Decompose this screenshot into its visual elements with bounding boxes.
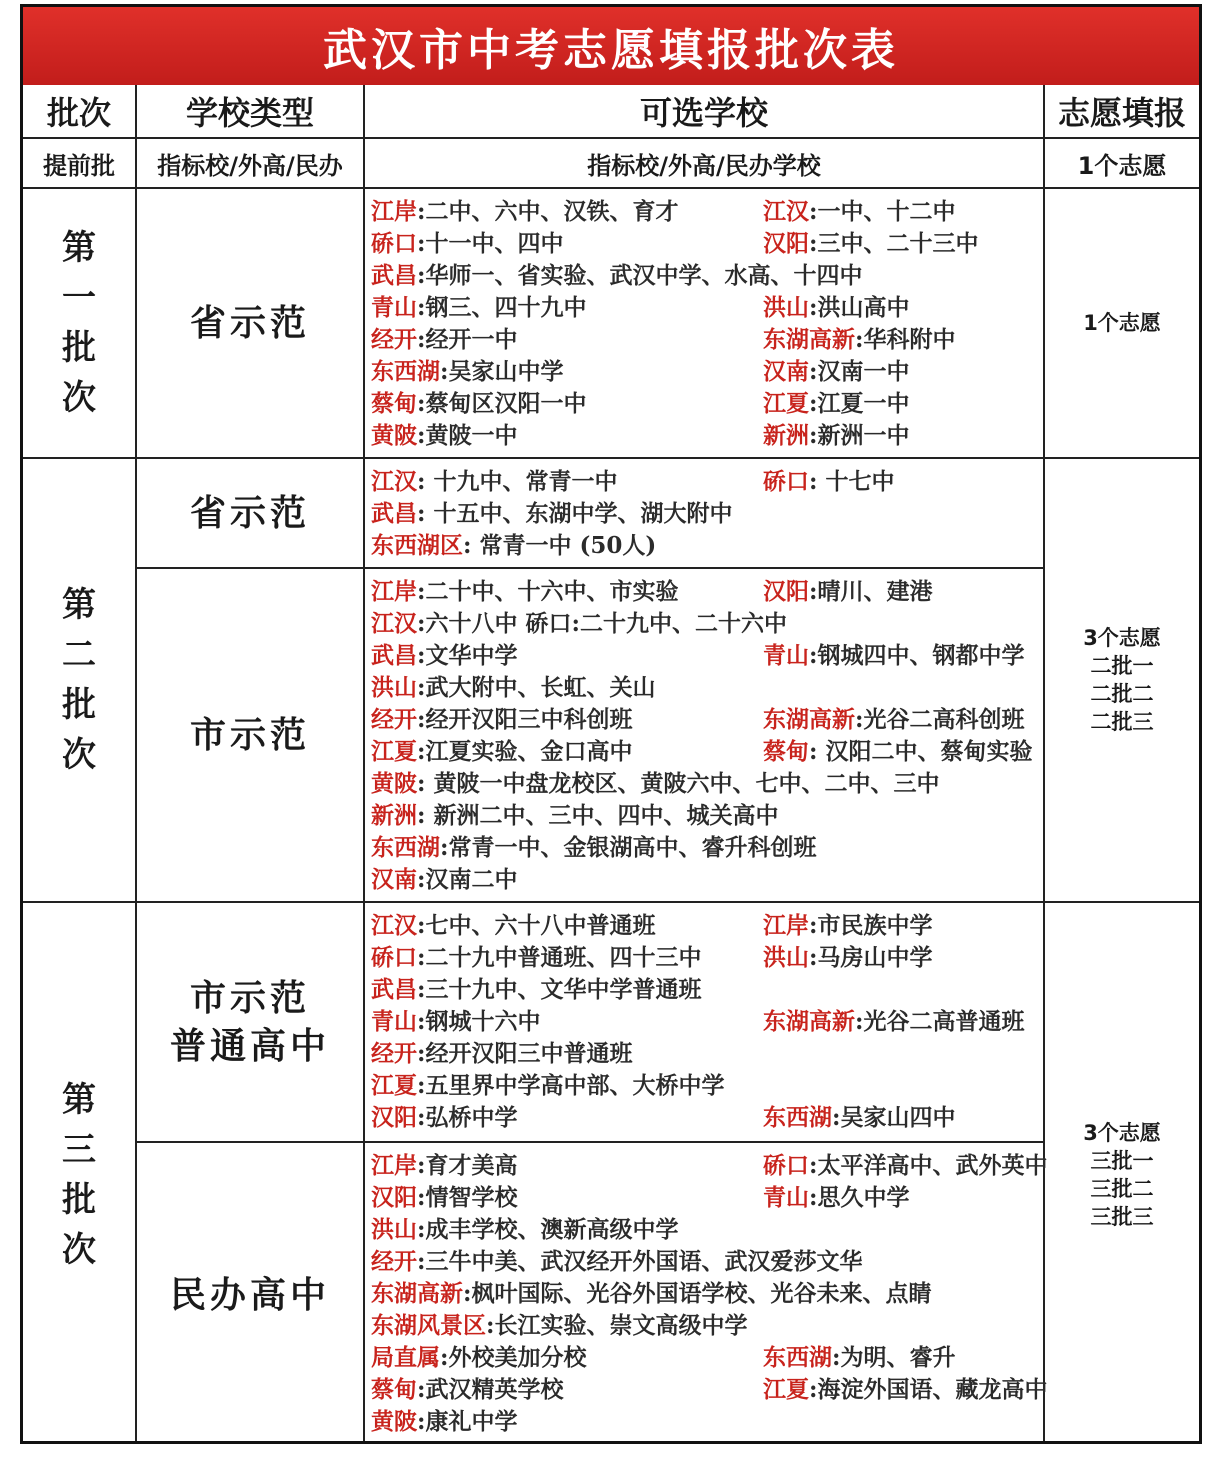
table-title: 武汉市中考志愿填报批次表 xyxy=(23,7,1199,85)
school-line xyxy=(371,385,1043,417)
early-type: 指标校/外高/民办 xyxy=(137,139,365,189)
batch2-municipal-schools xyxy=(365,569,1045,903)
district-entry xyxy=(371,829,817,862)
district-entry xyxy=(763,193,956,226)
district-entry xyxy=(371,1211,679,1244)
district-entry xyxy=(371,1099,518,1132)
school-line xyxy=(371,939,1043,971)
district-name: 硚口 xyxy=(371,230,417,257)
district-entry xyxy=(371,1035,633,1068)
school-names: :钢三、四十九中 xyxy=(417,294,587,321)
school-line xyxy=(371,765,1043,797)
school-names: :江夏实验、金口高中 xyxy=(417,738,633,765)
district-entry xyxy=(763,701,1025,734)
school-names: :二中、六中、汉铁、育才 xyxy=(417,198,679,225)
district-entry xyxy=(371,1339,587,1372)
district-name: 江夏 xyxy=(763,390,809,417)
district-name: 东西湖区 xyxy=(371,532,463,559)
school-names: :常青一中、金银湖高中、睿升科创班 xyxy=(440,834,817,861)
school-names: :成丰学校、澳新高级中学 xyxy=(417,1216,679,1243)
district-entry xyxy=(763,1099,956,1132)
district-entry xyxy=(371,637,518,670)
district-entry xyxy=(371,797,779,830)
school-line xyxy=(371,1307,1043,1339)
district-name: 东西湖 xyxy=(371,834,440,861)
school-names: :马房山中学 xyxy=(809,944,933,971)
batch2-provincial-schools xyxy=(365,459,1045,569)
district-name: 江岸 xyxy=(763,912,809,939)
district-name: 蔡甸 xyxy=(763,738,809,765)
district-name: 蔡甸 xyxy=(371,390,417,417)
school-names: :五里界中学高中部、大桥中学 xyxy=(417,1072,725,1099)
district-entry xyxy=(371,907,656,940)
district-entry xyxy=(371,321,518,354)
school-names: :海淀外国语、藏龙高中 xyxy=(809,1376,1048,1403)
school-names: :二十中、十六中、市实验 xyxy=(417,578,679,605)
district-entry xyxy=(763,733,1033,766)
school-names: :三十九中、文华中学普通班 xyxy=(417,976,702,1003)
school-names: :枫叶国际、光谷外国语学校、光谷未来、点睛 xyxy=(463,1280,932,1307)
district-entry xyxy=(371,193,679,226)
batch3-label: 第 三 批 次 xyxy=(23,903,137,1444)
district-name: 经开 xyxy=(371,326,417,353)
school-names: :七中、六十八中普通班 xyxy=(417,912,656,939)
school-line xyxy=(371,1035,1043,1067)
district-name: 江岸 xyxy=(371,198,417,225)
district-entry xyxy=(371,1067,725,1100)
header-schools: 可选学校 xyxy=(365,85,1045,139)
district-entry xyxy=(763,321,956,354)
school-line xyxy=(371,463,1043,495)
school-names: :吴家山四中 xyxy=(832,1104,956,1131)
school-names: :汉南一中 xyxy=(809,358,910,385)
district-name: 硚口 xyxy=(763,468,809,495)
district-entry xyxy=(763,1339,956,1372)
school-line xyxy=(371,907,1043,939)
district-name: 东湖高新 xyxy=(763,706,855,733)
school-names: :情智学校 xyxy=(417,1184,518,1211)
school-names: :晴川、建港 xyxy=(809,578,933,605)
district-entry xyxy=(371,605,787,638)
school-line xyxy=(371,1371,1048,1403)
school-line xyxy=(371,797,1043,829)
school-names: :长江实验、崇文高级中学 xyxy=(486,1312,748,1339)
district-entry xyxy=(763,385,910,418)
district-name: 江汉 xyxy=(371,468,417,495)
batch2-municipal-type: 市示范 xyxy=(137,569,365,903)
header-volunteer: 志愿填报 xyxy=(1045,85,1199,139)
batch1-type: 省示范 xyxy=(137,189,365,459)
district-entry xyxy=(371,1371,564,1404)
district-name: 硚口 xyxy=(371,944,417,971)
district-name: 东湖风景区 xyxy=(371,1312,486,1339)
school-names: :为明、睿升 xyxy=(832,1344,956,1371)
school-line xyxy=(371,1275,1043,1307)
school-line xyxy=(371,1403,1043,1435)
school-line xyxy=(371,417,1043,449)
early-batch: 提前批 xyxy=(23,139,137,189)
district-name: 江汉 xyxy=(371,610,417,637)
school-line xyxy=(371,353,1043,385)
school-names: :康礼中学 xyxy=(417,1408,518,1435)
school-names: :钢城四中、钢都中学 xyxy=(809,642,1025,669)
district-entry xyxy=(371,495,733,528)
district-entry xyxy=(371,417,518,450)
school-line xyxy=(371,971,1043,1003)
district-name: 汉南 xyxy=(763,358,809,385)
district-name: 黄陂 xyxy=(371,1408,417,1435)
district-entry xyxy=(371,939,702,972)
district-entry xyxy=(371,353,564,386)
district-name: 硚口 xyxy=(763,1152,809,1179)
school-names: :武大附中、长虹、关山 xyxy=(417,674,656,701)
school-names: :经开汉阳三中普通班 xyxy=(417,1040,633,1067)
school-line xyxy=(371,637,1043,669)
school-line xyxy=(371,861,1043,893)
district-name: 江岸 xyxy=(371,578,417,605)
district-entry xyxy=(371,1147,518,1180)
school-names: :华科附中 xyxy=(855,326,956,353)
volunteer-batch-table xyxy=(20,4,1202,1444)
district-name: 经开 xyxy=(371,1248,417,1275)
school-line xyxy=(371,289,1043,321)
district-name: 江汉 xyxy=(371,912,417,939)
district-name: 新洲 xyxy=(763,422,809,449)
school-names: :洪山高中 xyxy=(809,294,910,321)
district-entry xyxy=(763,573,933,606)
district-entry xyxy=(371,701,633,734)
district-entry xyxy=(371,257,863,290)
school-names: :十一中、四中 xyxy=(417,230,564,257)
district-name: 江汉 xyxy=(763,198,809,225)
batch3-municipal-type: 市示范 普通高中 xyxy=(137,903,365,1143)
school-line xyxy=(371,573,1043,605)
district-name: 黄陂 xyxy=(371,422,417,449)
batch2-label: 第 二 批 次 xyxy=(23,459,137,903)
district-name: 东西湖 xyxy=(763,1344,832,1371)
district-entry xyxy=(371,1243,863,1276)
district-entry xyxy=(763,1179,910,1212)
district-entry xyxy=(763,353,910,386)
school-names: :钢城十六中 xyxy=(417,1008,541,1035)
school-names: : 黄陂一中盘龙校区、黄陂六中、七中、二中、三中 xyxy=(417,770,940,797)
district-entry xyxy=(371,289,587,322)
school-names: :六十八中 硚口:二十九中、二十六中 xyxy=(417,610,787,637)
district-entry xyxy=(371,971,702,1004)
school-line xyxy=(371,701,1043,733)
district-name: 青山 xyxy=(763,1184,809,1211)
district-name: 东湖高新 xyxy=(763,1008,855,1035)
batch3-volunteer: 3个志愿 三批一 三批二 三批三 xyxy=(1083,1121,1161,1229)
district-entry xyxy=(371,385,587,418)
district-name: 黄陂 xyxy=(371,770,417,797)
school-names: : 十九中、常青一中 xyxy=(417,468,618,495)
district-name: 青山 xyxy=(763,642,809,669)
district-name: 新洲 xyxy=(371,802,417,829)
school-names: :武汉精英学校 xyxy=(417,1376,564,1403)
early-schools: 指标校/外高/民办学校 xyxy=(365,139,1045,189)
district-name: 东湖高新 xyxy=(371,1280,463,1307)
school-line xyxy=(371,733,1043,765)
school-line xyxy=(371,1179,1043,1211)
district-entry xyxy=(763,907,933,940)
school-names: :华师一、省实验、武汉中学、水高、十四中 xyxy=(417,262,863,289)
district-name: 洪山 xyxy=(763,944,809,971)
school-names: :育才美高 xyxy=(417,1152,518,1179)
batch3-private-schools xyxy=(365,1143,1048,1444)
school-names: :三中、二十三中 xyxy=(809,230,979,257)
district-name: 局直属 xyxy=(371,1344,440,1371)
district-name: 东湖高新 xyxy=(763,326,855,353)
school-names: : 汉阳二中、蔡甸实验 xyxy=(809,738,1033,765)
batch2-volunteer: 3个志愿 二批一 二批二 二批三 xyxy=(1045,459,1199,903)
header-batch: 批次 xyxy=(23,85,137,139)
district-entry xyxy=(371,527,656,560)
school-names: :汉南二中 xyxy=(417,866,518,893)
school-line xyxy=(371,1243,1043,1275)
district-entry xyxy=(763,939,933,972)
district-entry xyxy=(371,1403,518,1436)
school-names: :江夏一中 xyxy=(809,390,910,417)
school-names: : 新洲二中、三中、四中、城关高中 xyxy=(417,802,779,829)
district-entry xyxy=(371,733,633,766)
district-name: 汉阳 xyxy=(371,1104,417,1131)
district-name: 洪山 xyxy=(763,294,809,321)
school-names: :文华中学 xyxy=(417,642,518,669)
district-name: 洪山 xyxy=(371,1216,417,1243)
school-line xyxy=(371,495,1043,527)
district-name: 武昌 xyxy=(371,500,417,527)
district-entry xyxy=(371,669,656,702)
district-entry xyxy=(371,765,940,798)
school-line xyxy=(371,829,1043,861)
school-line xyxy=(371,1339,1043,1371)
district-name: 武昌 xyxy=(371,262,417,289)
school-names: :三牛中美、武汉经开外国语、武汉爱莎文华 xyxy=(417,1248,863,1275)
school-names: :思久中学 xyxy=(809,1184,910,1211)
district-name: 武昌 xyxy=(371,976,417,1003)
school-names: :一中、十二中 xyxy=(809,198,956,225)
school-names: : 十七中 xyxy=(809,468,895,495)
early-volunteer: 1个志愿 xyxy=(1045,139,1199,189)
district-name: 东西湖 xyxy=(763,1104,832,1131)
batch3-private-type: 民办高中 xyxy=(137,1143,365,1444)
school-line xyxy=(371,1211,1043,1243)
school-line xyxy=(371,1067,1043,1099)
school-names: :吴家山中学 xyxy=(440,358,564,385)
district-name: 江岸 xyxy=(371,1152,417,1179)
district-entry xyxy=(763,1003,1025,1036)
school-line xyxy=(371,321,1043,353)
school-names: : 十五中、东湖中学、湖大附中 xyxy=(417,500,733,527)
district-entry xyxy=(371,1275,932,1308)
batch1-schools xyxy=(365,189,1045,459)
district-name: 江夏 xyxy=(371,738,417,765)
batch3-municipal-schools xyxy=(365,903,1045,1143)
district-name: 洪山 xyxy=(371,674,417,701)
school-names: :太平洋高中、武外英中 xyxy=(809,1152,1048,1179)
school-names: :黄陂一中 xyxy=(417,422,518,449)
district-name: 青山 xyxy=(371,294,417,321)
school-names: :二十九中普通班、四十三中 xyxy=(417,944,702,971)
district-entry xyxy=(763,225,979,258)
district-entry xyxy=(763,1147,1048,1180)
district-name: 汉南 xyxy=(371,866,417,893)
district-entry xyxy=(371,861,518,894)
district-name: 蔡甸 xyxy=(371,1376,417,1403)
batch1-label: 第 一 批 次 xyxy=(23,189,137,459)
school-names: :光谷二高科创班 xyxy=(855,706,1025,733)
school-line xyxy=(371,1099,1043,1131)
school-names: :经开汉阳三中科创班 xyxy=(417,706,633,733)
district-entry xyxy=(763,463,895,496)
school-line xyxy=(371,1147,1048,1179)
school-line xyxy=(371,605,1043,637)
district-entry xyxy=(371,1307,748,1340)
district-name: 汉阳 xyxy=(763,578,809,605)
district-name: 汉阳 xyxy=(371,1184,417,1211)
district-name: 青山 xyxy=(371,1008,417,1035)
district-name: 东西湖 xyxy=(371,358,440,385)
school-names: :市民族中学 xyxy=(809,912,933,939)
school-line xyxy=(371,669,1043,701)
district-name: 经开 xyxy=(371,706,417,733)
district-entry xyxy=(371,463,618,496)
school-line xyxy=(371,527,1043,559)
school-names: :外校美加分校 xyxy=(440,1344,587,1371)
district-entry xyxy=(371,1003,541,1036)
school-names: :新洲一中 xyxy=(809,422,910,449)
school-names: :光谷二高普通班 xyxy=(855,1008,1025,1035)
school-names: : 常青一中 (50人) xyxy=(463,532,657,559)
batch1-volunteer: 1个志愿 xyxy=(1045,189,1199,459)
school-names: :弘桥中学 xyxy=(417,1104,518,1131)
school-names: :经开一中 xyxy=(417,326,518,353)
school-line xyxy=(371,1003,1043,1035)
district-entry xyxy=(371,573,679,606)
district-name: 经开 xyxy=(371,1040,417,1067)
district-name: 江夏 xyxy=(371,1072,417,1099)
district-entry xyxy=(763,417,910,450)
header-school-type: 学校类型 xyxy=(137,85,365,139)
district-entry xyxy=(763,289,910,322)
district-name: 江夏 xyxy=(763,1376,809,1403)
batch2-provincial-type: 省示范 xyxy=(137,459,365,569)
district-entry xyxy=(763,637,1025,670)
district-entry xyxy=(371,1179,518,1212)
school-line xyxy=(371,257,1043,289)
district-name: 武昌 xyxy=(371,642,417,669)
district-name: 汉阳 xyxy=(763,230,809,257)
district-entry xyxy=(763,1371,1048,1404)
school-names: :蔡甸区汉阳一中 xyxy=(417,390,587,417)
district-entry xyxy=(371,225,564,258)
school-line xyxy=(371,193,1043,225)
school-line xyxy=(371,225,1043,257)
